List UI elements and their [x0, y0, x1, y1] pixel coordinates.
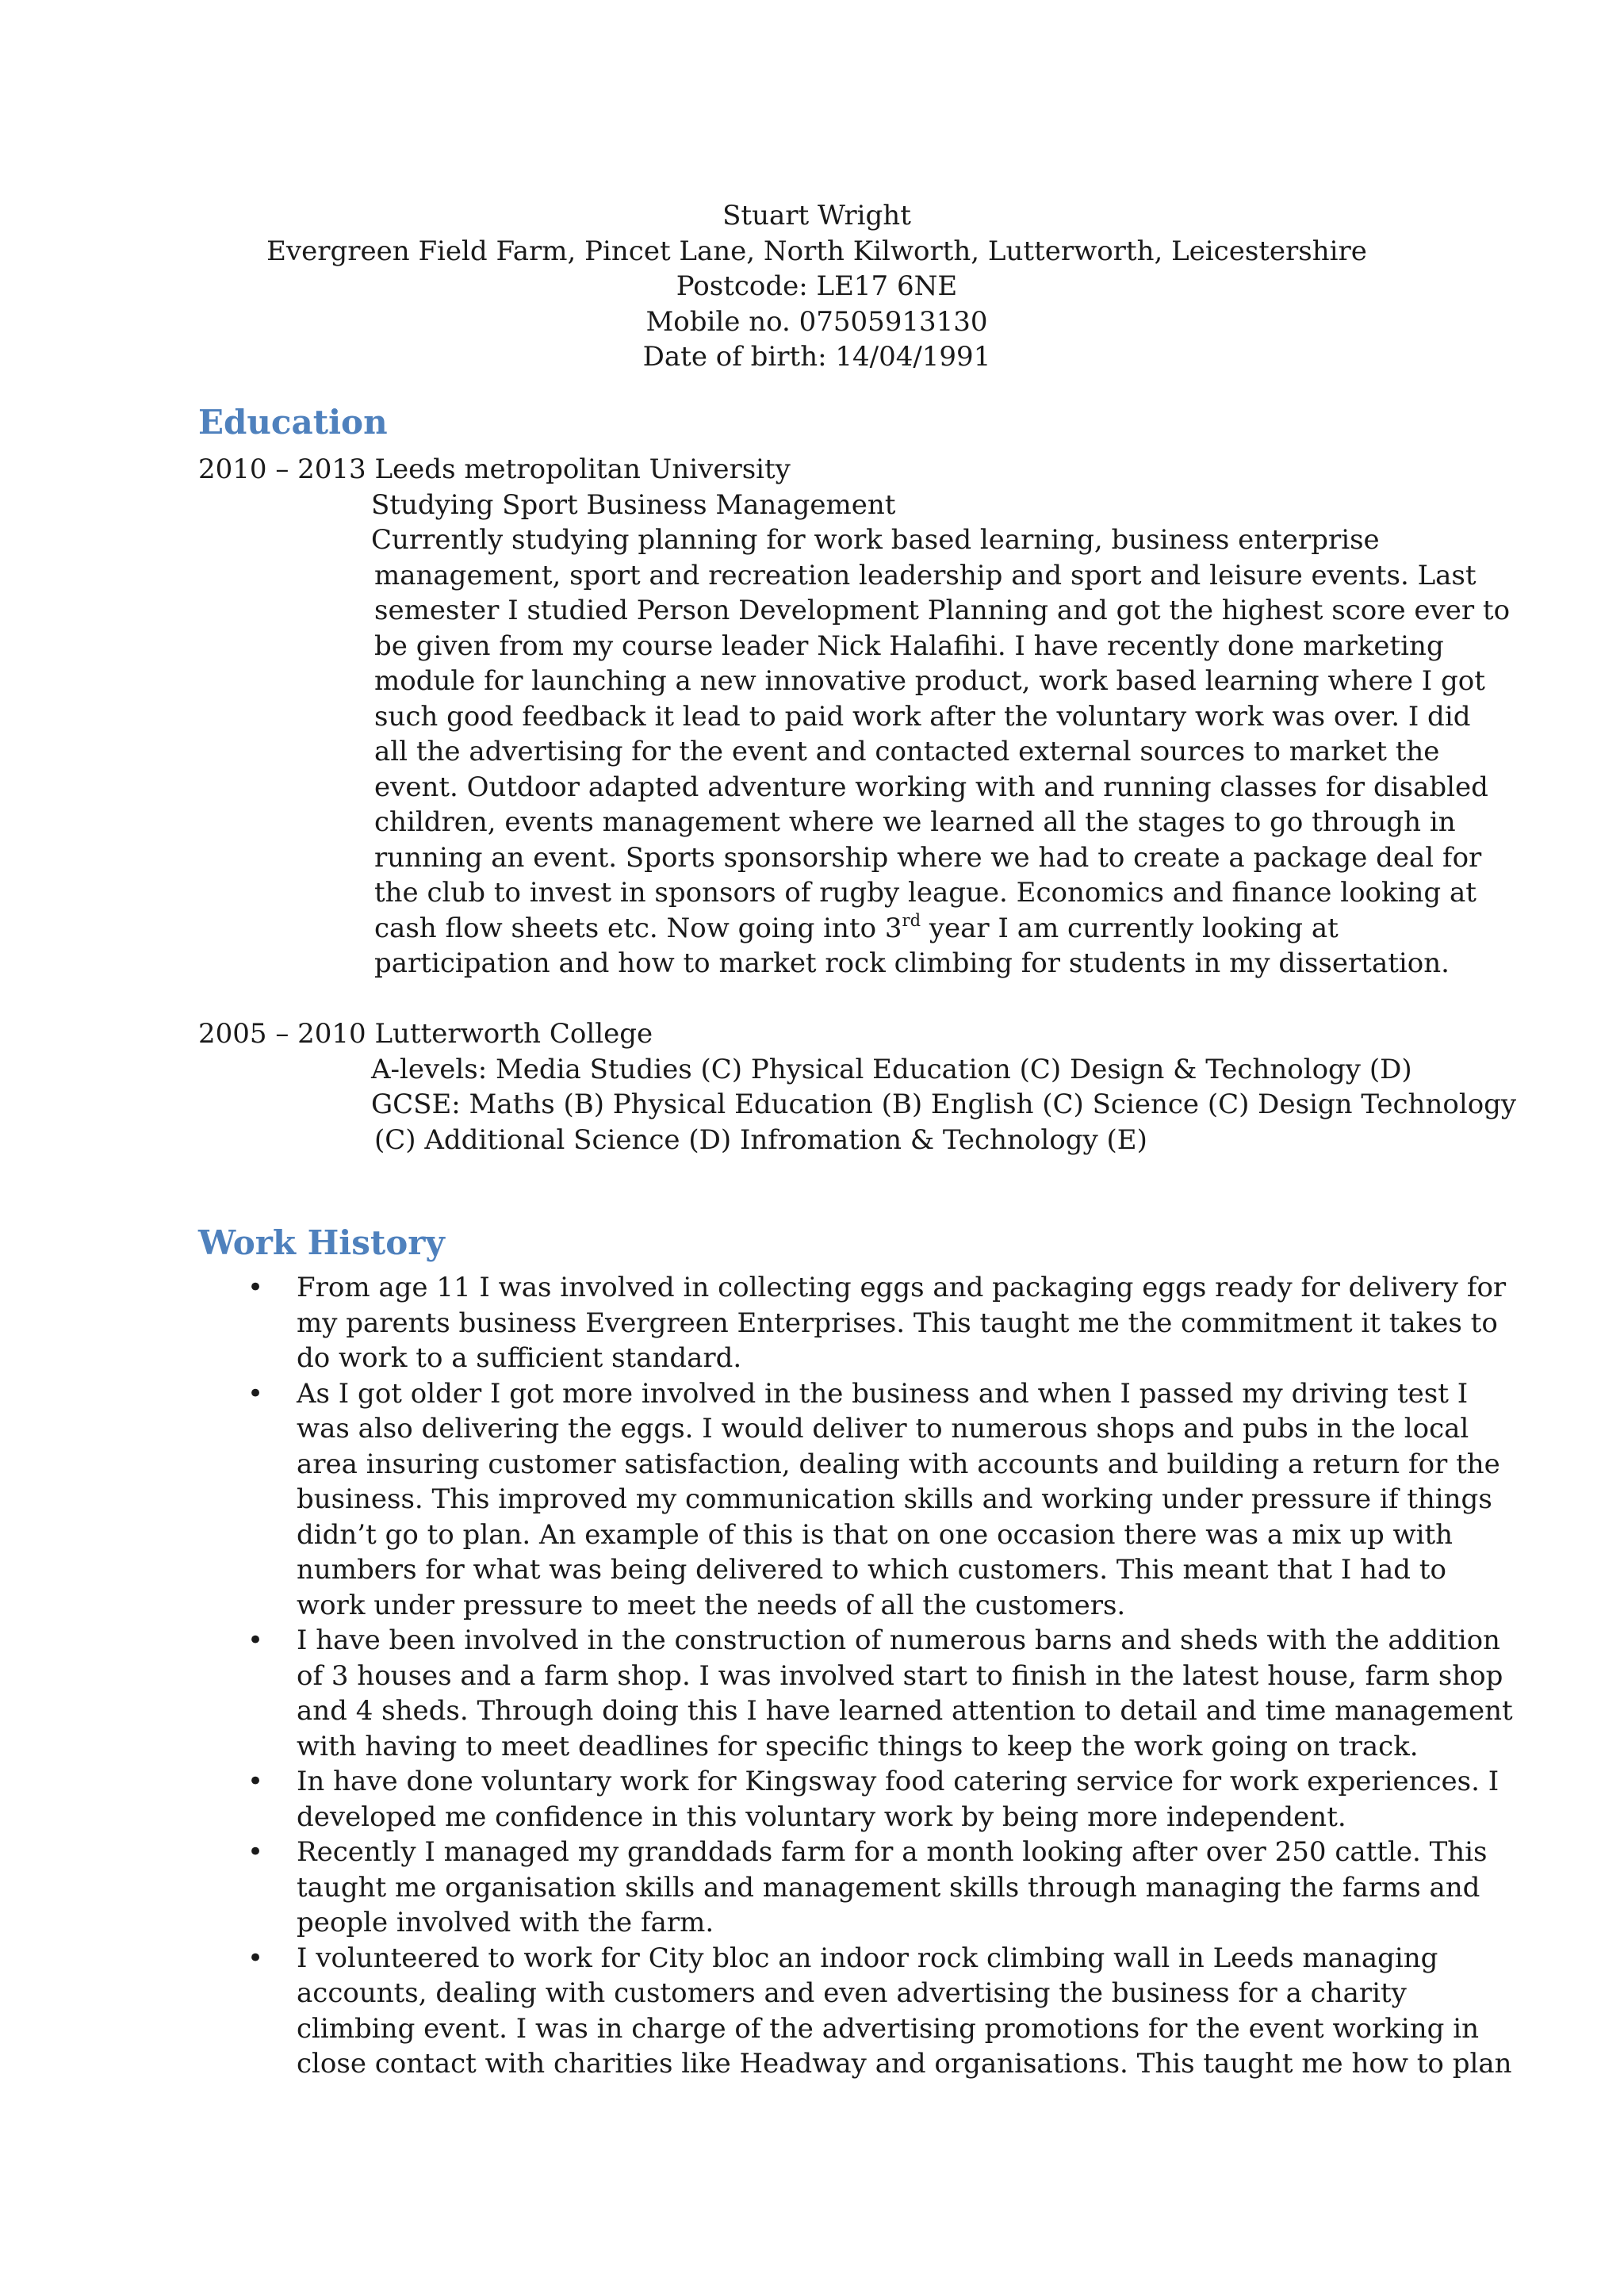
work-history-item: [198, 1835, 1488, 1941]
bullet-icon: •: [247, 1377, 264, 1410]
education-entry-heading: 2010 – 2013 Leeds metropolitan University: [198, 453, 791, 485]
work-history-line: taught me organisation skills and management skills through managing the farms and: [297, 1871, 1480, 1904]
candidate-name: Stuart Wright: [722, 200, 911, 232]
course-description-line: semester I studied Person Development Planning and got the highest score ever to: [374, 595, 1511, 626]
contact-header: [198, 198, 1435, 375]
course-description-line: children, events management where we learned all the stages to go through in: [374, 806, 1456, 838]
gcse-line: GCSE: Maths (B) Physical Education (B) English (C) Science (C) Design Technology: [371, 1089, 1517, 1120]
work-history-line: my parents business Evergreen Enterprises. This taught me the commitment it takes to: [297, 1307, 1498, 1339]
work-history-line: In have done voluntary work for Kingsway food catering service for work experiences. I: [297, 1766, 1500, 1797]
work-history-line: From age 11 I was involved in collecting eggs and packaging eggs ready for delivery for: [297, 1272, 1507, 1303]
work-history-line: climbing event. I was in charge of the advertising promotions for the event working in: [297, 2012, 1479, 2045]
work-history-item: [198, 1376, 1500, 1624]
candidate-dob: Date of birth: 14/04/1991: [642, 341, 991, 373]
course-description-line: management, sport and recreation leadership and sport and leisure events. Last: [374, 559, 1477, 591]
course-title: Studying Sport Business Management: [371, 488, 896, 521]
work-history-line: accounts, dealing with customers and even advertising the business for a charity: [297, 1977, 1407, 2009]
education-entry-details: [371, 1052, 1517, 1158]
work-history-line: with having to meet deadlines for specific things to keep the work going on track.: [297, 1730, 1419, 1762]
course-description-line: such good feedback it lead to paid work after the voluntary work was over. I did: [374, 700, 1471, 733]
work-history-line: I have been involved in the construction of numerous barns and sheds with the addition: [297, 1624, 1500, 1656]
candidate-address: Evergreen Field Farm, Pincet Lane, North Kilworth, Lutterworth, Leicestershire: [266, 235, 1367, 267]
bullet-icon: •: [247, 1272, 264, 1303]
course-description-line: [371, 911, 1442, 947]
work-history-item: [198, 1764, 1500, 1835]
course-description-line: Currently studying planning for work based learning, business enterprise: [371, 524, 1380, 556]
work-history-line: area insuring customer satisfaction, dealing with accounts and building a return for the: [297, 1448, 1500, 1480]
bullet-icon: •: [247, 1624, 264, 1656]
course-description-line: module for launching a new innovative product, work based learning where I got: [374, 665, 1485, 697]
work-history-line: developed me confidence in this voluntary work by being more independent.: [297, 1800, 1346, 1833]
work-history-list: [198, 1270, 1513, 2082]
bullet-icon: •: [247, 1942, 264, 1974]
course-description-line: be given from my course leader Nick Halafihi. I have recently done marketing: [374, 629, 1444, 662]
work-history-line: people involved with the farm.: [297, 1907, 714, 1938]
bullet-icon: •: [247, 1766, 264, 1797]
course-description-line: participation and how to market rock climbing for students in my dissertation.: [374, 947, 1450, 979]
work-history-line: of 3 houses and a farm shop. I was involved start to finish in the latest house, farm shop: [297, 1659, 1503, 1692]
gcse-line: (C) Additional Science (D) Infromation & Technology (E): [374, 1123, 1147, 1156]
course-description-line: all the advertising for the event and contacted external sources to market the: [374, 736, 1440, 767]
course-description-line: event. Outdoor adapted adventure working with and running classes for disabled: [374, 771, 1488, 803]
alevels-line: A-levels: Media Studies (C) Physical Education (C) Design & Technology (D): [371, 1053, 1412, 1085]
work-history-item: [198, 1270, 1507, 1376]
work-history-line: numbers for what was being delivered to which customers. This meant that I had to: [297, 1554, 1446, 1586]
cashflow-text-pre: cash flow sheets etc. Now going into 3: [374, 912, 902, 944]
work-history-line: I volunteered to work for City bloc an indoor rock climbing wall in Leeds managing: [297, 1942, 1438, 1974]
ordinal-suffix: rd: [902, 910, 921, 930]
work-history-heading: Work History: [198, 1223, 445, 1262]
cashflow-text-post: year I am currently looking at: [921, 912, 1339, 944]
work-history-line: work under pressure to meet the needs of all the customers.: [297, 1589, 1126, 1621]
candidate-postcode: Postcode: LE17 6NE: [676, 270, 958, 302]
work-history-line: business. This improved my communication skills and working under pressure if things: [297, 1483, 1492, 1515]
course-description-line: running an event. Sports sponsorship where we had to create a package deal for: [374, 841, 1482, 874]
education-entry-heading: 2005 – 2010 Lutterworth College: [198, 1018, 653, 1050]
work-history-line: didn’t go to plan. An example of this is that on one occasion there was a mix up with: [297, 1518, 1454, 1551]
bullet-icon: •: [247, 1836, 264, 1868]
education-entry-details: [371, 488, 1511, 982]
work-history-line: close contact with charities like Headway and organisations. This taught me how to plan: [297, 2048, 1512, 2080]
work-history-line: do work to a sufficient standard.: [297, 1342, 742, 1374]
work-history-line: Recently I managed my granddads farm for a month looking after over 250 cattle. This: [297, 1836, 1488, 1868]
work-history-line: As I got older I got more involved in the business and when I passed my driving test I: [297, 1377, 1469, 1410]
work-history-line: was also delivering the eggs. I would deliver to numerous shops and pubs in the local: [297, 1413, 1469, 1445]
work-history-item: [198, 1623, 1513, 1764]
work-history-item: [198, 1941, 1512, 2082]
course-description-line: the club to invest in sponsors of rugby league. Economics and finance looking at: [374, 877, 1477, 909]
work-history-line: and 4 sheds. Through doing this I have learned attention to detail and time management: [297, 1695, 1513, 1727]
education-heading: Education: [198, 403, 388, 442]
candidate-mobile: Mobile no. 07505913130: [645, 305, 988, 338]
